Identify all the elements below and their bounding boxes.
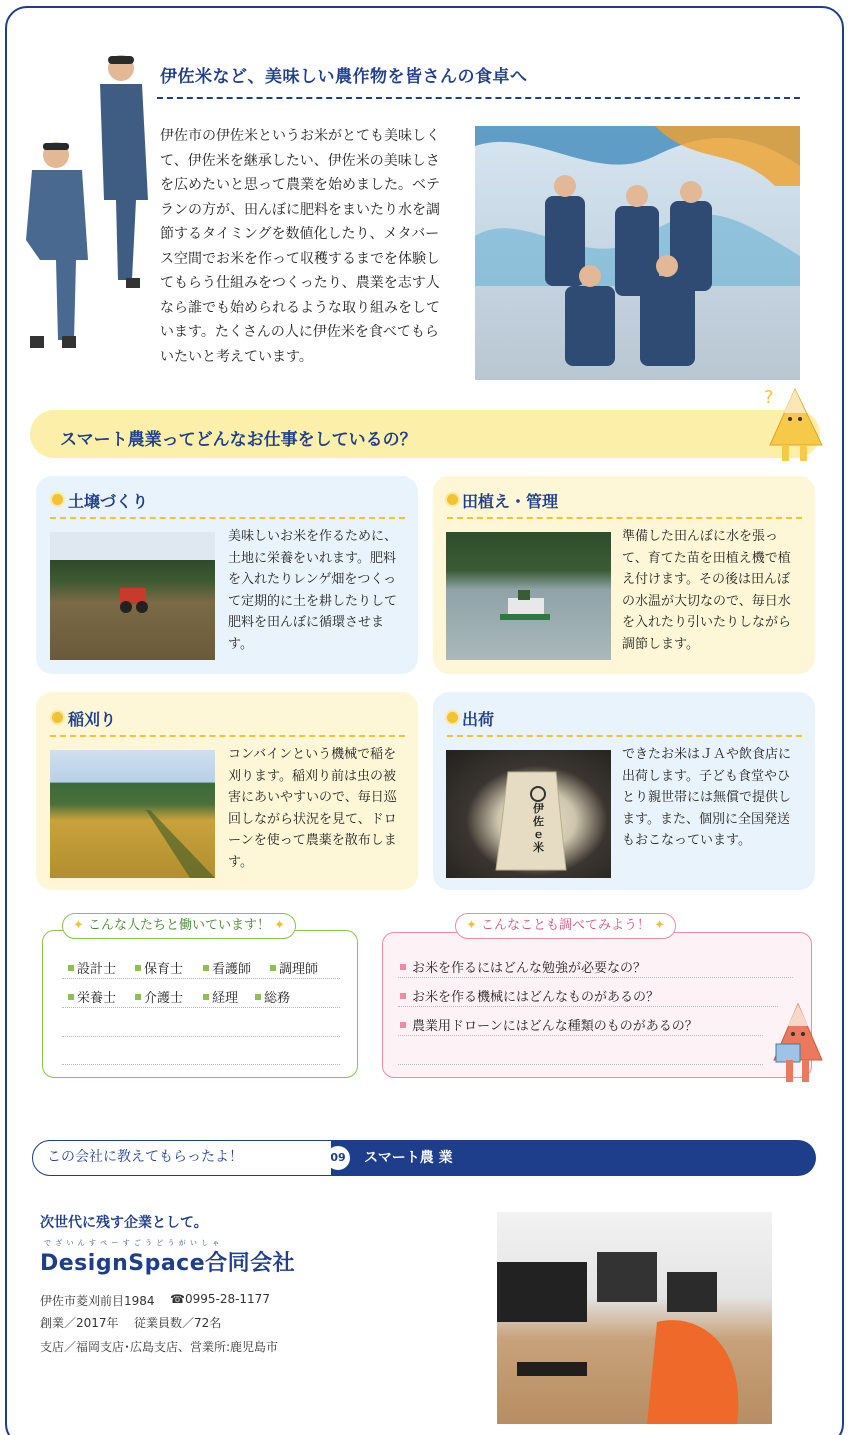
card-line: 害にあいやすいので、毎日巡: [228, 790, 397, 805]
workers-rule: [62, 1064, 340, 1065]
harvest-field-photo: [50, 750, 215, 878]
sparkle-icon: ✦: [270, 918, 286, 933]
intro-line: いたいと考えています。: [160, 348, 313, 365]
question-mascot-icon: [760, 383, 830, 473]
card-planting-rule: [447, 517, 802, 519]
card-line: す。: [228, 854, 253, 870]
card-line: て定期的に土を耕したりして: [228, 593, 398, 609]
rice-bag-photo: [446, 750, 611, 878]
job-item: 栄養士: [68, 987, 116, 1006]
card-line: 美味しいお米を作るために、: [228, 529, 398, 544]
card-line: コンバインという機械で稲を: [228, 747, 397, 762]
planting-machine-photo: [446, 532, 611, 660]
research-rule: [398, 1006, 778, 1007]
job-item: 経理: [203, 987, 238, 1006]
intro-line: を広めたいと思って農業を始めました。ベテ: [160, 177, 440, 193]
card-line: 出荷します。子ども食堂やひ: [622, 768, 790, 784]
job-item: 設計士: [68, 958, 116, 977]
intro-line: ス空間でお米を作って収穫するまでを体験し: [160, 250, 440, 267]
card-line: を入れたり引いたりしながら: [622, 615, 792, 630]
intro-heading: 伊佐米など、美味しい農作物を皆さんの食卓へ: [160, 67, 528, 87]
company-bar-topic: スマート農 業: [364, 1150, 453, 1166]
card-line: て、育てた苗を田植え機で植: [622, 550, 791, 566]
intro-line: なら誰でも始められるような取り組みをして: [160, 299, 440, 316]
intro-heading-rule: [157, 97, 800, 99]
sparkle-icon: ✦: [650, 918, 666, 933]
research-box: [382, 932, 812, 1078]
card-line: の水温が大切なので、毎日水: [622, 593, 791, 609]
company-bar-right: [314, 1140, 816, 1176]
card-line: もおこなっています。: [622, 833, 751, 848]
research-item: お米を作る機械にはどんなものがあるの？: [400, 986, 659, 1005]
intro-line: 節するタイミングを数値化したり、メタバー: [160, 226, 440, 242]
company-tagline: 次世代に残す企業として。: [40, 1215, 208, 1231]
company-number-badge: 09: [326, 1146, 350, 1170]
intro-line: ランの方が、田んぼに肥料をまいたり水を調: [160, 201, 440, 218]
card-line: え付けます。その後は田んぼ: [622, 572, 790, 587]
intro-line: 伊佐市の伊佐米というお米がとても美味しく: [160, 128, 440, 144]
person-front: [26, 142, 88, 348]
company-name-ruby: で ざ い ん す ぺ ー す ご う ど う が い し ゃ: [44, 1239, 221, 1247]
card-line: ーンを使って農薬を散布しま: [228, 833, 397, 848]
card-line: 肥料を田んぼに循環させま: [228, 615, 385, 630]
card-line: 土地に栄養をいれます。肥料: [228, 550, 396, 566]
job-item: 保育士: [135, 958, 183, 977]
office-photo: [497, 1212, 772, 1424]
company-name: DesignSpace合同会社: [40, 1251, 296, 1276]
card-shipping-rule: [447, 735, 802, 737]
company-phone: ☎0995-28-1177: [170, 1292, 270, 1306]
card-line: す。: [228, 636, 253, 652]
card-line: 準備した田んぼに水を張っ: [622, 529, 779, 544]
company-address: 伊佐市菱刈前目1984: [40, 1294, 155, 1308]
card-harvest-text: [228, 744, 408, 873]
research-title: こんなことも調べてみよう！: [481, 918, 651, 933]
card-line: ます。また、個別に全国発送: [622, 811, 790, 827]
card-planting-text: [622, 526, 807, 655]
workers-rule: [62, 978, 340, 979]
job-item: 介護士: [135, 987, 183, 1006]
sparkle-icon: ✦: [466, 918, 482, 933]
banner-title: スマート農業ってどんなお仕事をしているの？: [60, 430, 417, 450]
group-photo-mural: [475, 126, 800, 380]
job-item: 看護師: [203, 958, 251, 977]
card-line: 調節します。: [622, 636, 699, 652]
job-item: 調理師: [270, 958, 318, 977]
company-staff: 従業員数／72名: [134, 1316, 222, 1330]
soil-tractor-photo: [50, 532, 215, 660]
rice-bag-label: 伊佐ｅ米: [533, 802, 544, 854]
card-soil-dot: [52, 494, 63, 505]
card-line: とり親世帯には無償で提供し: [622, 790, 792, 805]
research-item: 農業用ドローンにはどんな種類のものがあるの？: [400, 1015, 698, 1034]
person-back: [100, 55, 148, 288]
card-soil-rule: [50, 517, 405, 519]
company-branches: 支店／福岡支店･広島支店、営業所:鹿児島市: [40, 1340, 279, 1354]
job-item: 総務: [255, 987, 290, 1006]
reading-mascot-icon: [770, 1000, 828, 1092]
workers-rule: [62, 1007, 340, 1008]
company-bar-left: この会社に教えてもらったよ！: [32, 1140, 332, 1176]
company-founded: 創業／2017年: [40, 1316, 119, 1330]
intro-line: てもらう仕組みをつくったり、農業を志す人: [160, 275, 440, 291]
workers-title: こんな人たちと働いています！: [88, 918, 271, 933]
research-item: お米を作るにはどんな勉強が必要なの？: [400, 957, 646, 976]
intro-line: て、伊佐米を継承したい、伊佐米の美味しさ: [160, 152, 440, 169]
research-rule: [398, 1035, 763, 1036]
card-shipping-text: [622, 744, 807, 852]
sparkle-icon: ✦: [73, 918, 89, 933]
company-bar: [32, 1140, 816, 1176]
card-soil-text: [228, 526, 408, 655]
card-planting-title: 田植え・管理: [462, 492, 559, 511]
research-title-pill: [455, 913, 676, 939]
card-shipping-dot: [447, 712, 458, 723]
card-line: を入れたりレンゲ畑をつくっ: [228, 572, 397, 587]
card-harvest-dot: [52, 712, 63, 723]
workers-title-pill: [62, 913, 296, 939]
card-soil-title: 土壌づくり: [68, 492, 149, 511]
intro-paragraph: [160, 124, 460, 369]
svg-text:?: ?: [764, 387, 774, 408]
research-rule: [398, 977, 793, 978]
card-line: 回しながら状況を見て、ドロ: [228, 811, 397, 827]
card-shipping-title: 出荷: [462, 710, 495, 729]
workers-rule: [62, 1036, 340, 1037]
intro-line: います。たくさんの人に伊佐米を食べてもら: [160, 324, 439, 340]
research-rule: [398, 1064, 763, 1065]
card-harvest-rule: [50, 735, 405, 737]
card-line: 刈ります。稲刈り前は虫の被: [228, 768, 396, 784]
staff-photo-cutout: [18, 50, 158, 370]
card-planting-dot: [447, 494, 458, 505]
card-line: できたお米はＪＡや飲食店に: [622, 747, 792, 762]
card-harvest-title: 稲刈り: [68, 710, 117, 729]
